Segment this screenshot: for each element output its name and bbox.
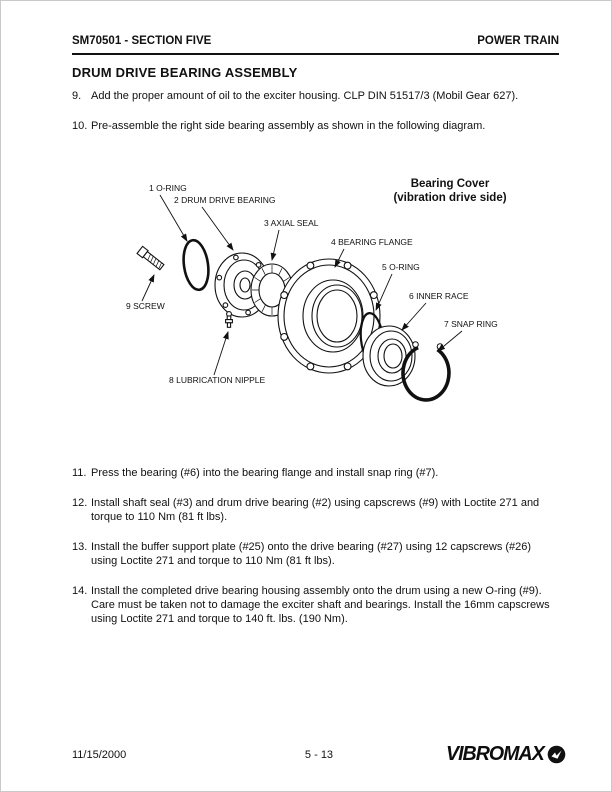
step-13 bbox=[72, 540, 559, 568]
exploded-view-diagram bbox=[74, 161, 549, 461]
step-11 bbox=[72, 466, 559, 480]
label-bearing-flange: 4 BEARING FLANGE bbox=[331, 237, 413, 247]
page-title: DRUM DRIVE BEARING ASSEMBLY bbox=[72, 65, 298, 80]
page-header bbox=[72, 35, 559, 47]
label-drum-drive-bearing: 2 DRUM DRIVE BEARING bbox=[174, 195, 276, 205]
vibromax-logo bbox=[445, 743, 566, 766]
step-number: 13. bbox=[72, 541, 88, 553]
header-rule bbox=[72, 53, 559, 55]
step-text: Install the completed drive bearing housing assembly onto the drum using a new O-ring (#9). Care must be taken not to damage the exciter shaft and bearings. Install the 16mm capscrews using Loctite 271 and torque to 140 ft. lbs. (190 Nm). bbox=[91, 585, 550, 625]
step-number: 12. bbox=[72, 497, 88, 509]
diagram-caption-line2: (vibration drive side) bbox=[393, 192, 507, 204]
label-axial-seal: 3 AXIAL SEAL bbox=[264, 218, 319, 228]
label-screw: 9 SCREW bbox=[126, 301, 165, 311]
bearing-assembly-drawing bbox=[74, 161, 549, 461]
screw-part bbox=[137, 246, 165, 270]
vibromax-bird-icon bbox=[547, 745, 566, 764]
header-section-label: SM70501 - SECTION FIVE bbox=[72, 35, 212, 47]
step-number: 10. bbox=[72, 120, 88, 132]
instruction-steps-bottom bbox=[72, 466, 559, 642]
footer-date: 11/15/2000 bbox=[72, 749, 127, 761]
step-text: Add the proper amount of oil to the exciter housing. CLP DIN 51517/3 (Mobil Gear 627). bbox=[91, 90, 519, 102]
instruction-steps-top bbox=[72, 89, 559, 149]
footer-page-number: 5 - 13 bbox=[304, 749, 334, 761]
step-9 bbox=[72, 89, 559, 103]
step-text: Install shaft seal (#3) and drum drive bearing (#2) using capscrews (#9) with Loctite 271 and torque to 110 Nm (81 ft lbs). bbox=[91, 497, 540, 523]
vibromax-logo-text: VIBROMAX bbox=[446, 743, 545, 765]
step-number: 11. bbox=[72, 467, 87, 479]
step-text: Pre-assemble the right side bearing assembly as shown in the following diagram. bbox=[91, 120, 486, 132]
label-inner-race: 6 INNER RACE bbox=[409, 291, 469, 301]
label-oring1: 1 O-RING bbox=[149, 183, 187, 193]
step-text: Install the buffer support plate (#25) onto the drive bearing (#27) using 12 capscrews (#26) using Loctite 271 and torque to 110 Nm (81 ft lbs). bbox=[91, 541, 532, 567]
step-14 bbox=[72, 584, 559, 626]
label-oring5: 5 O-RING bbox=[382, 262, 420, 272]
label-snap-ring: 7 SNAP RING bbox=[444, 319, 498, 329]
lubrication-nipple-part bbox=[226, 312, 233, 328]
label-lubrication-nipple: 8 LUBRICATION NIPPLE bbox=[169, 375, 266, 385]
step-number: 14. bbox=[72, 585, 88, 597]
step-10 bbox=[72, 119, 559, 133]
page-footer bbox=[72, 741, 566, 767]
step-12 bbox=[72, 496, 559, 524]
diagram-caption-line1: Bearing Cover bbox=[410, 178, 490, 190]
oring1-part bbox=[181, 239, 212, 292]
step-text: Press the bearing (#6) into the bearing flange and install snap ring (#7). bbox=[91, 467, 439, 479]
step-number: 9. bbox=[72, 90, 82, 102]
header-chapter-label: POWER TRAIN bbox=[477, 35, 559, 47]
